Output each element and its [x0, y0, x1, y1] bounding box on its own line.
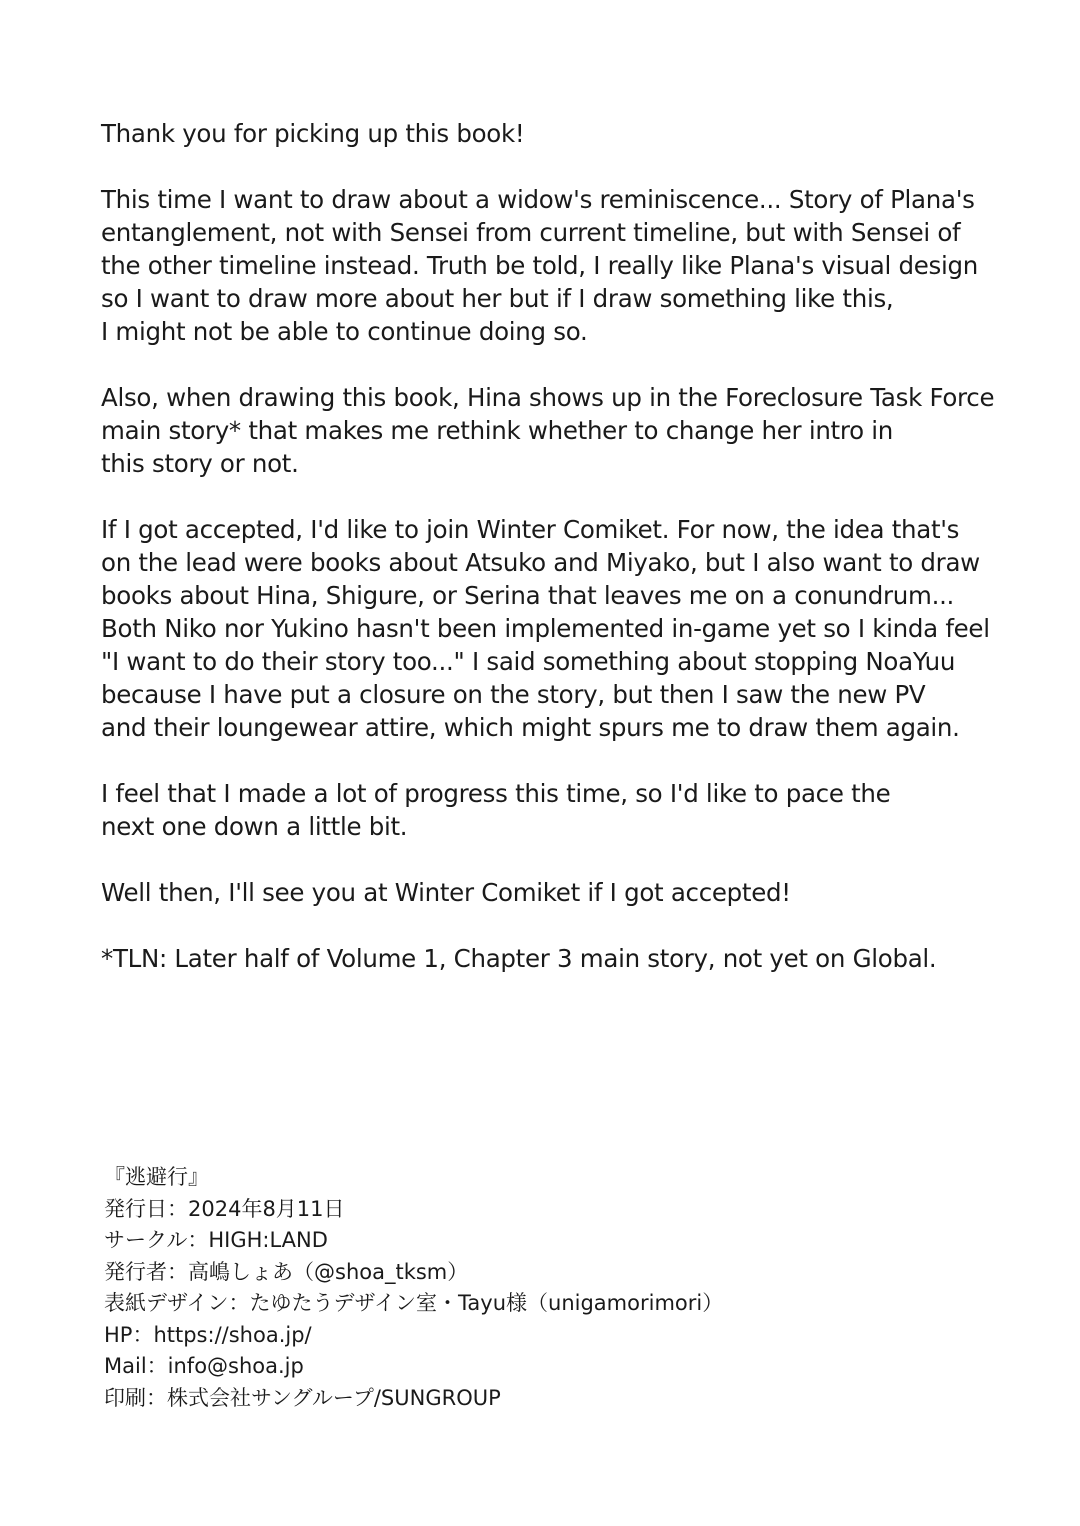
afterword-paragraph-progress: [101, 777, 1001, 843]
text-line: Thank you for picking up this book!: [101, 119, 525, 148]
afterword-paragraph-plana: [101, 183, 1001, 348]
translator-note: [101, 942, 1001, 975]
afterword-paragraph-thanks: [101, 117, 1001, 150]
text-line: "I want to do their story too..." I said something about stopping NoaYuu: [101, 647, 956, 676]
afterword-paragraph-comiket: [101, 513, 1001, 744]
colophon-cover-design: 表紙デザイン：たゆたうデザイン室・Tayu様（unigamorimori）: [104, 1291, 724, 1315]
colophon-title: 『逃避行』: [104, 1165, 209, 1189]
text-line: This time I want to draw about a widow's reminiscence... Story of Plana's: [101, 185, 975, 214]
text-line: Also, when drawing this book, Hina shows up in the Foreclosure Task Force: [101, 383, 995, 412]
text-line: on the lead were books about Atsuko and Miyako, but I also want to draw: [101, 548, 980, 577]
colophon: [104, 1162, 904, 1414]
text-line: I might not be able to continue doing so.: [101, 317, 588, 346]
text-line: entanglement, not with Sensei from current timeline, but with Sensei of: [101, 218, 961, 247]
afterword-paragraph-hina: [101, 381, 1001, 480]
colophon-printing: 印刷：株式会社サングループ/SUNGROUP: [104, 1385, 501, 1410]
colophon-homepage: HP：https://shoa.jp/: [104, 1322, 312, 1347]
text-line: main story* that makes me rethink whether to change her intro in: [101, 416, 894, 445]
text-line: so I want to draw more about her but if I draw something like this,: [101, 284, 894, 313]
text-line: Both Niko nor Yukino hasn't been implemented in-game yet so I kinda feel: [101, 614, 990, 643]
text-line: Well then, I'll see you at Winter Comiket if I got accepted!: [101, 878, 791, 907]
text-line: I feel that I made a lot of progress this time, so I'd like to pace the: [101, 779, 891, 808]
text-line: and their loungewear attire, which might spurs me to draw them again.: [101, 713, 960, 742]
text-line: *TLN: Later half of Volume 1, Chapter 3 main story, not yet on Global.: [101, 944, 937, 973]
afterword-text: [101, 117, 1001, 975]
colophon-publisher: 発行者：高嶋しょあ（@shoa_tksm）: [104, 1259, 469, 1284]
text-line: books about Hina, Shigure, or Serina that leaves me on a conundrum...: [101, 581, 955, 610]
text-line: If I got accepted, I'd like to join Winter Comiket. For now, the idea that's: [101, 515, 960, 544]
colophon-circle: サークル：HIGH:LAND: [104, 1228, 328, 1252]
text-line: because I have put a closure on the story, but then I saw the new PV: [101, 680, 926, 709]
text-line: this story or not.: [101, 449, 299, 478]
afterword-paragraph-farewell: [101, 876, 1001, 909]
colophon-mail: Mail：info@shoa.jp: [104, 1354, 304, 1378]
text-line: next one down a little bit.: [101, 812, 408, 841]
colophon-release-date: 発行日：2024年8月11日: [104, 1196, 345, 1221]
text-line: the other timeline instead. Truth be told, I really like Plana's visual design: [101, 251, 978, 280]
